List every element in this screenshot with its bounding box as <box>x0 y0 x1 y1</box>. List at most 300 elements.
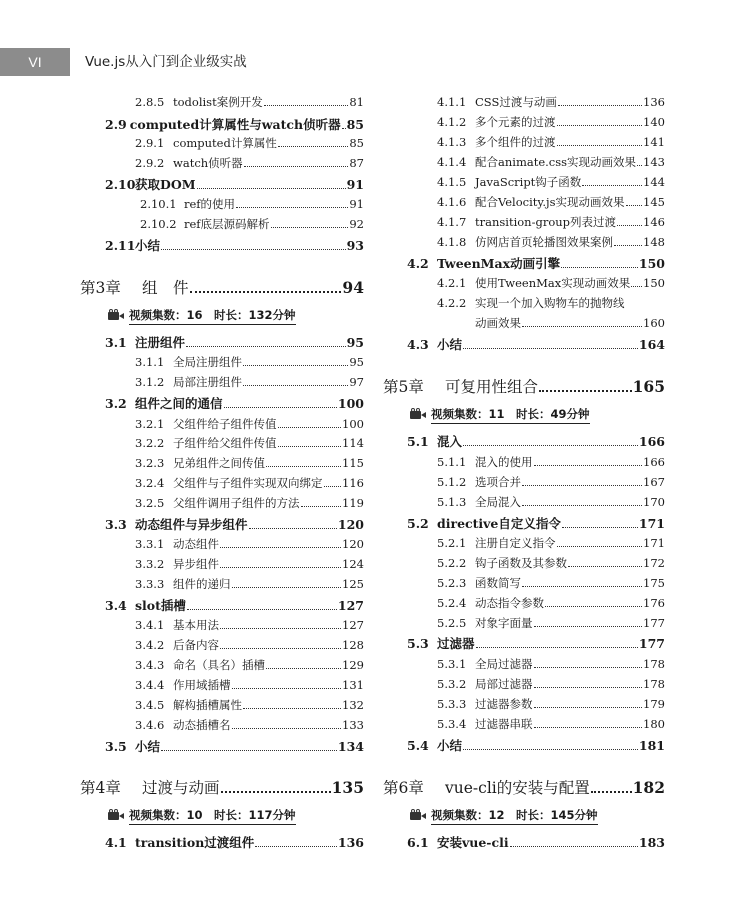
entry-number: 2.10.1 <box>140 197 177 211</box>
toc-entry[interactable] <box>437 676 665 692</box>
entry-number: 6.1 <box>407 835 429 850</box>
entry-page: 164 <box>638 337 665 352</box>
entry-title: 过滤器串联 <box>475 717 533 731</box>
toc-entry[interactable] <box>437 234 665 250</box>
entry-page: 167 <box>643 475 665 489</box>
entry-page: 141 <box>643 135 665 149</box>
entry-number: 5.2.3 <box>437 576 467 590</box>
entry-page: 183 <box>638 835 665 850</box>
entry-title: 命名（具名）插槽 <box>173 658 265 672</box>
entry-number: 4.1 <box>105 835 127 850</box>
leader-dots <box>186 346 346 347</box>
entry-title: TweenMax动画引擎 <box>437 256 561 271</box>
leader-dots <box>220 628 341 629</box>
toc-entry[interactable] <box>437 454 665 470</box>
toc-entry[interactable] <box>105 333 364 351</box>
entry-page: 171 <box>638 516 665 531</box>
entry-title: 小结 <box>135 238 161 253</box>
toc-entry[interactable] <box>105 175 364 193</box>
entry-title-continued: 动画效果 <box>475 316 521 330</box>
leader-dots <box>534 687 643 688</box>
entry-title: watch侦听器 <box>173 156 243 170</box>
toc-entry[interactable] <box>140 196 364 212</box>
entry-title: 注册组件 <box>135 335 186 350</box>
entry-title: 配合Velocity.js实现动画效果 <box>475 195 625 209</box>
leader-dots <box>187 609 337 610</box>
entry-page: 176 <box>643 596 665 610</box>
chapter-title: vue-cli的安装与配置 <box>445 779 590 797</box>
leader-dots <box>522 485 642 486</box>
leader-dots <box>463 445 638 446</box>
leader-dots <box>255 846 337 847</box>
leader-dots <box>534 707 643 708</box>
entry-number: 3.4.2 <box>135 638 165 652</box>
entry-title: directive自定义指令 <box>437 516 561 531</box>
leader-dots <box>557 546 643 547</box>
entry-title: 仿网店首页轮播图效果案例 <box>475 235 613 249</box>
entry-title: 作用域插槽 <box>173 678 231 692</box>
entry-number: 5.4 <box>407 738 429 753</box>
entry-number: 3.4.3 <box>135 658 165 672</box>
entry-number: 4.1.8 <box>437 235 467 249</box>
entry-title: 过滤器 <box>437 636 475 651</box>
entry-title: ref的使用 <box>184 197 236 211</box>
entry-page: 145 <box>643 195 665 209</box>
leader-dots <box>522 326 642 327</box>
toc-entry[interactable] <box>437 114 665 130</box>
entry-page: 87 <box>349 156 364 170</box>
entry-number: 4.2 <box>407 256 429 271</box>
toc-entry[interactable] <box>135 354 364 370</box>
entry-page: 179 <box>643 697 665 711</box>
entry-number: 3.2.5 <box>135 496 165 510</box>
entry-page: 124 <box>342 557 364 571</box>
entry-title: 注册自定义指令 <box>475 536 556 550</box>
entry-title: 全局注册组件 <box>173 355 242 369</box>
leader-dots <box>244 166 349 167</box>
entry-title: 实现一个加入购物车的抛物线 <box>475 296 625 310</box>
entry-number: 4.1.4 <box>437 155 467 169</box>
video-info-text: 视频集数：11 时长：49分钟 <box>431 406 590 424</box>
toc-entry[interactable] <box>135 435 364 451</box>
entry-title: computed计算属性与watch侦听器 <box>129 117 341 132</box>
chapter-number: 第3章 <box>80 279 121 297</box>
entry-title: 子组件给父组件传值 <box>173 436 277 450</box>
entry-page: 132 <box>342 698 364 712</box>
toc-entry[interactable] <box>135 556 364 572</box>
entry-page: 180 <box>643 717 665 731</box>
entry-page: 172 <box>643 556 665 570</box>
entry-title: 混入 <box>437 434 463 449</box>
entry-number: 4.3 <box>407 337 429 352</box>
leader-dots <box>221 791 331 793</box>
entry-title: 多个元素的过渡 <box>475 115 556 129</box>
leader-dots <box>534 727 643 728</box>
toc-entry[interactable] <box>135 374 364 390</box>
leader-dots <box>463 348 638 349</box>
entry-page: 127 <box>342 618 364 632</box>
entry-title: 获取DOM <box>135 177 196 192</box>
entry-number: 5.1 <box>407 434 429 449</box>
toc-chapter[interactable] <box>80 276 364 298</box>
leader-dots <box>324 486 342 487</box>
toc-entry[interactable] <box>407 254 665 272</box>
entry-page: 97 <box>349 375 364 389</box>
entry-page: 95 <box>349 355 364 369</box>
entry-number: 4.1.6 <box>437 195 467 209</box>
toc-entry[interactable] <box>105 394 364 412</box>
entry-title: 解构插槽属性 <box>173 698 242 712</box>
entry-number: 5.3.2 <box>437 677 467 691</box>
toc-entry[interactable] <box>140 216 364 232</box>
toc-entry[interactable] <box>437 194 665 210</box>
entry-title: 小结 <box>135 739 161 754</box>
leader-dots <box>557 145 643 146</box>
entry-title: 配合animate.css实现动画效果 <box>475 155 637 169</box>
entry-number: 3.4.4 <box>135 678 165 692</box>
entry-page: 140 <box>643 115 665 129</box>
entry-title: 兄弟组件之间传值 <box>173 456 265 470</box>
video-info <box>108 307 296 325</box>
entry-page: 181 <box>638 738 665 753</box>
video-info <box>410 406 590 424</box>
chapter-title: 可复用性组合 <box>445 378 539 396</box>
entry-number: 2.10 <box>105 177 136 192</box>
toc-entry[interactable] <box>135 495 364 511</box>
leader-dots <box>545 606 642 607</box>
video-camera-icon <box>108 810 125 822</box>
toc-entry[interactable] <box>437 154 665 170</box>
entry-number: 2.8.5 <box>135 95 165 109</box>
toc-entry[interactable] <box>437 94 665 110</box>
entry-title: ref底层源码解析 <box>184 217 270 231</box>
toc-entry[interactable] <box>437 595 665 611</box>
entry-page: 127 <box>337 598 364 613</box>
leader-dots <box>278 427 342 428</box>
entry-number: 4.1.1 <box>437 95 467 109</box>
leader-dots <box>243 708 341 709</box>
leader-dots <box>522 586 642 587</box>
leader-dots <box>278 146 349 147</box>
entry-number: 2.9 <box>105 117 127 132</box>
entry-number: 4.1.2 <box>437 115 467 129</box>
leader-dots <box>522 505 642 506</box>
entry-number: 2.10.2 <box>140 217 177 231</box>
entry-number: 3.1.2 <box>135 375 165 389</box>
toc-entry[interactable] <box>407 514 665 532</box>
entry-page: 144 <box>643 175 665 189</box>
toc-entry[interactable] <box>105 596 364 614</box>
toc-entry[interactable] <box>437 716 665 732</box>
entry-number: 3.1.1 <box>135 355 165 369</box>
leader-dots <box>568 566 642 567</box>
entry-number: 3.2.1 <box>135 417 165 431</box>
entry-title: 小结 <box>437 337 463 352</box>
video-info <box>108 807 296 825</box>
entry-number: 5.1.1 <box>437 455 467 469</box>
entry-page: 100 <box>342 417 364 431</box>
leader-dots <box>197 188 346 189</box>
video-info-text: 视频集数：16 时长：132分钟 <box>129 307 296 325</box>
entry-title: 动态指令参数 <box>475 596 544 610</box>
entry-title: 父组件调用子组件的方法 <box>173 496 300 510</box>
entry-page: 114 <box>342 436 364 450</box>
entry-title: 全局混入 <box>475 495 521 509</box>
leader-dots <box>220 547 341 548</box>
entry-page: 136 <box>337 835 364 850</box>
leader-dots <box>557 125 643 126</box>
entry-page: 171 <box>643 536 665 550</box>
toc-entry-continuation[interactable] <box>475 315 665 331</box>
entry-number: 5.2.1 <box>437 536 467 550</box>
chapter-number: 第6章 <box>383 779 424 797</box>
chapter-page: 135 <box>331 778 364 797</box>
entry-number: 4.1.7 <box>437 215 467 229</box>
toc-entry[interactable] <box>437 656 665 672</box>
entry-number: 3.2.2 <box>135 436 165 450</box>
chapter-page: 94 <box>342 278 364 297</box>
toc-entry[interactable] <box>437 494 665 510</box>
toc-entry[interactable] <box>407 432 665 450</box>
toc-entry[interactable] <box>437 174 665 190</box>
entry-page: 160 <box>643 316 665 330</box>
leader-dots <box>591 791 632 793</box>
entry-page: 143 <box>643 155 665 169</box>
entry-page: 177 <box>638 636 665 651</box>
entry-title: 组件之间的通信 <box>135 396 223 411</box>
entry-title: 选项合并 <box>475 475 521 489</box>
leader-dots <box>301 506 342 507</box>
entry-number: 3.3.2 <box>135 557 165 571</box>
entry-title: 异步组件 <box>173 557 219 571</box>
toc-entry[interactable] <box>407 736 665 754</box>
chapter-number: 第4章 <box>80 779 121 797</box>
entry-page: 129 <box>342 658 364 672</box>
entry-number: 4.1.5 <box>437 175 467 189</box>
toc-entry[interactable] <box>437 575 665 591</box>
entry-page: 175 <box>643 576 665 590</box>
toc-chapter[interactable] <box>80 776 364 798</box>
toc-entry-first-line[interactable] <box>437 295 665 311</box>
toc-entry[interactable] <box>437 555 665 571</box>
entry-number: 3.5 <box>105 739 127 754</box>
toc-entry[interactable] <box>135 155 364 171</box>
leader-dots <box>539 390 632 392</box>
leader-dots <box>558 105 642 106</box>
entry-title: 父组件与子组件实现双向绑定 <box>173 476 323 490</box>
leader-dots <box>637 165 642 166</box>
leader-dots <box>266 668 341 669</box>
entry-number: 3.4 <box>105 598 127 613</box>
chapter-page: 182 <box>632 778 665 797</box>
chapter-number: 第5章 <box>383 378 424 396</box>
leader-dots <box>161 249 346 250</box>
entry-title: 动态插槽名 <box>173 718 231 732</box>
toc-entry[interactable] <box>135 697 364 713</box>
leader-dots <box>249 528 337 529</box>
entry-title: 局部过滤器 <box>475 677 533 691</box>
toc-entry[interactable] <box>135 416 364 432</box>
toc-entry[interactable] <box>407 335 665 353</box>
entry-page: 100 <box>337 396 364 411</box>
entry-number: 5.2.2 <box>437 556 467 570</box>
entry-page: 116 <box>342 476 364 490</box>
entry-number: 2.9.1 <box>135 136 165 150</box>
entry-title: 函数简写 <box>475 576 521 590</box>
entry-page: 81 <box>349 95 364 109</box>
entry-page: 131 <box>342 678 364 692</box>
toc-chapter[interactable] <box>383 375 665 397</box>
entry-title: todolist案例开发 <box>173 95 263 109</box>
entry-page: 150 <box>643 276 665 290</box>
entry-title: 组件的递归 <box>173 577 231 591</box>
entry-number: 3.4.6 <box>135 718 165 732</box>
entry-number: 5.3 <box>407 636 429 651</box>
entry-page: 166 <box>638 434 665 449</box>
entry-page: 120 <box>342 537 364 551</box>
entry-page: 92 <box>349 217 364 231</box>
leader-dots <box>266 466 341 467</box>
entry-page: 85 <box>349 136 364 150</box>
entry-number: 3.4.5 <box>135 698 165 712</box>
toc-entry[interactable] <box>135 135 364 151</box>
leader-dots <box>626 205 643 206</box>
leader-dots <box>190 291 342 293</box>
chapter-title: 过渡与动画 <box>142 779 220 797</box>
toc-entry[interactable] <box>105 737 364 755</box>
leader-dots <box>220 567 341 568</box>
running-book-title: Vue.js从入门到企业级实战 <box>85 54 247 70</box>
toc-entry[interactable] <box>135 536 364 552</box>
toc-entry[interactable] <box>437 474 665 490</box>
toc-entry[interactable] <box>135 576 364 592</box>
entry-page: 178 <box>643 657 665 671</box>
toc-entry[interactable] <box>135 475 364 491</box>
toc-entry[interactable] <box>135 617 364 633</box>
entry-page: 93 <box>346 238 364 253</box>
toc-entry[interactable] <box>105 515 364 533</box>
entry-number: 5.1.3 <box>437 495 467 509</box>
toc-entry[interactable] <box>437 535 665 551</box>
toc-entry[interactable] <box>437 275 665 291</box>
leader-dots <box>243 365 348 366</box>
entry-number: 5.1.2 <box>437 475 467 489</box>
entry-page: 150 <box>638 256 665 271</box>
entry-title: slot插槽 <box>135 598 186 613</box>
toc-chapter[interactable] <box>383 776 665 798</box>
entry-page: 134 <box>337 739 364 754</box>
entry-number: 4.2.1 <box>437 276 467 290</box>
leader-dots <box>232 587 342 588</box>
video-info <box>410 807 598 825</box>
entry-page: 177 <box>643 616 665 630</box>
video-info-text: 视频集数：12 时长：145分钟 <box>431 807 598 825</box>
entry-title: transition-group列表过渡 <box>475 215 617 229</box>
entry-page: 119 <box>342 496 364 510</box>
page-number-tab: VI <box>0 48 70 76</box>
toc-entry[interactable] <box>135 455 364 471</box>
entry-page: 136 <box>643 95 665 109</box>
leader-dots <box>232 688 342 689</box>
leader-dots <box>236 207 348 208</box>
leader-dots <box>476 647 638 648</box>
entry-page: 91 <box>349 197 364 211</box>
entry-title: 钩子函数及其参数 <box>475 556 567 570</box>
entry-number: 5.2.4 <box>437 596 467 610</box>
toc-entry[interactable] <box>135 657 364 673</box>
entry-page: 170 <box>643 495 665 509</box>
leader-dots <box>161 750 337 751</box>
entry-page: 120 <box>337 517 364 532</box>
entry-page: 166 <box>643 455 665 469</box>
toc-entry[interactable] <box>105 236 364 254</box>
entry-number: 3.3.1 <box>135 537 165 551</box>
video-info-text: 视频集数：10 时长：117分钟 <box>129 807 296 825</box>
entry-title: computed计算属性 <box>173 136 277 150</box>
leader-dots <box>614 245 642 246</box>
toc-entry[interactable] <box>135 637 364 653</box>
entry-title: JavaScript钩子函数 <box>475 175 582 189</box>
entry-number: 3.2.3 <box>135 456 165 470</box>
toc-entry[interactable] <box>135 677 364 693</box>
entry-number: 5.2.5 <box>437 616 467 630</box>
leader-dots <box>278 446 342 447</box>
entry-page: 85 <box>346 117 364 132</box>
entry-title: 后备内容 <box>173 638 219 652</box>
entry-title: 小结 <box>437 738 463 753</box>
toc-entry[interactable] <box>105 115 364 133</box>
leader-dots <box>617 225 642 226</box>
toc-entry[interactable] <box>407 833 665 851</box>
entry-page: 148 <box>643 235 665 249</box>
entry-number: 3.3 <box>105 517 127 532</box>
toc-entry[interactable] <box>135 717 364 733</box>
entry-title: transition过渡组件 <box>135 835 255 850</box>
entry-number: 5.3.3 <box>437 697 467 711</box>
entry-number: 3.1 <box>105 335 127 350</box>
entry-title: 动态组件 <box>173 537 219 551</box>
entry-page: 133 <box>342 718 364 732</box>
toc-entry[interactable] <box>105 833 364 851</box>
toc-entry[interactable] <box>437 696 665 712</box>
entry-number: 2.9.2 <box>135 156 165 170</box>
video-camera-icon <box>108 310 125 322</box>
video-camera-icon <box>410 409 427 421</box>
toc-entry[interactable] <box>437 134 665 150</box>
leader-dots <box>232 728 342 729</box>
toc-entry[interactable] <box>437 214 665 230</box>
toc-entry[interactable] <box>437 615 665 631</box>
entry-title: 动态组件与异步组件 <box>135 517 248 532</box>
entry-number: 5.3.1 <box>437 657 467 671</box>
entry-title: 混入的使用 <box>475 455 533 469</box>
leader-dots <box>264 105 349 106</box>
leader-dots <box>534 667 643 668</box>
chapter-page: 165 <box>632 377 665 396</box>
entry-page: 95 <box>346 335 364 350</box>
entry-number: 5.2 <box>407 516 429 531</box>
entry-page: 125 <box>342 577 364 591</box>
toc-entry[interactable] <box>407 634 665 652</box>
leader-dots <box>463 749 638 750</box>
entry-title: 基本用法 <box>173 618 219 632</box>
video-camera-icon <box>410 810 427 822</box>
leader-dots <box>534 465 643 466</box>
leader-dots <box>243 385 348 386</box>
entry-title: 过滤器参数 <box>475 697 533 711</box>
toc-entry[interactable] <box>135 94 364 110</box>
entry-page: 178 <box>643 677 665 691</box>
